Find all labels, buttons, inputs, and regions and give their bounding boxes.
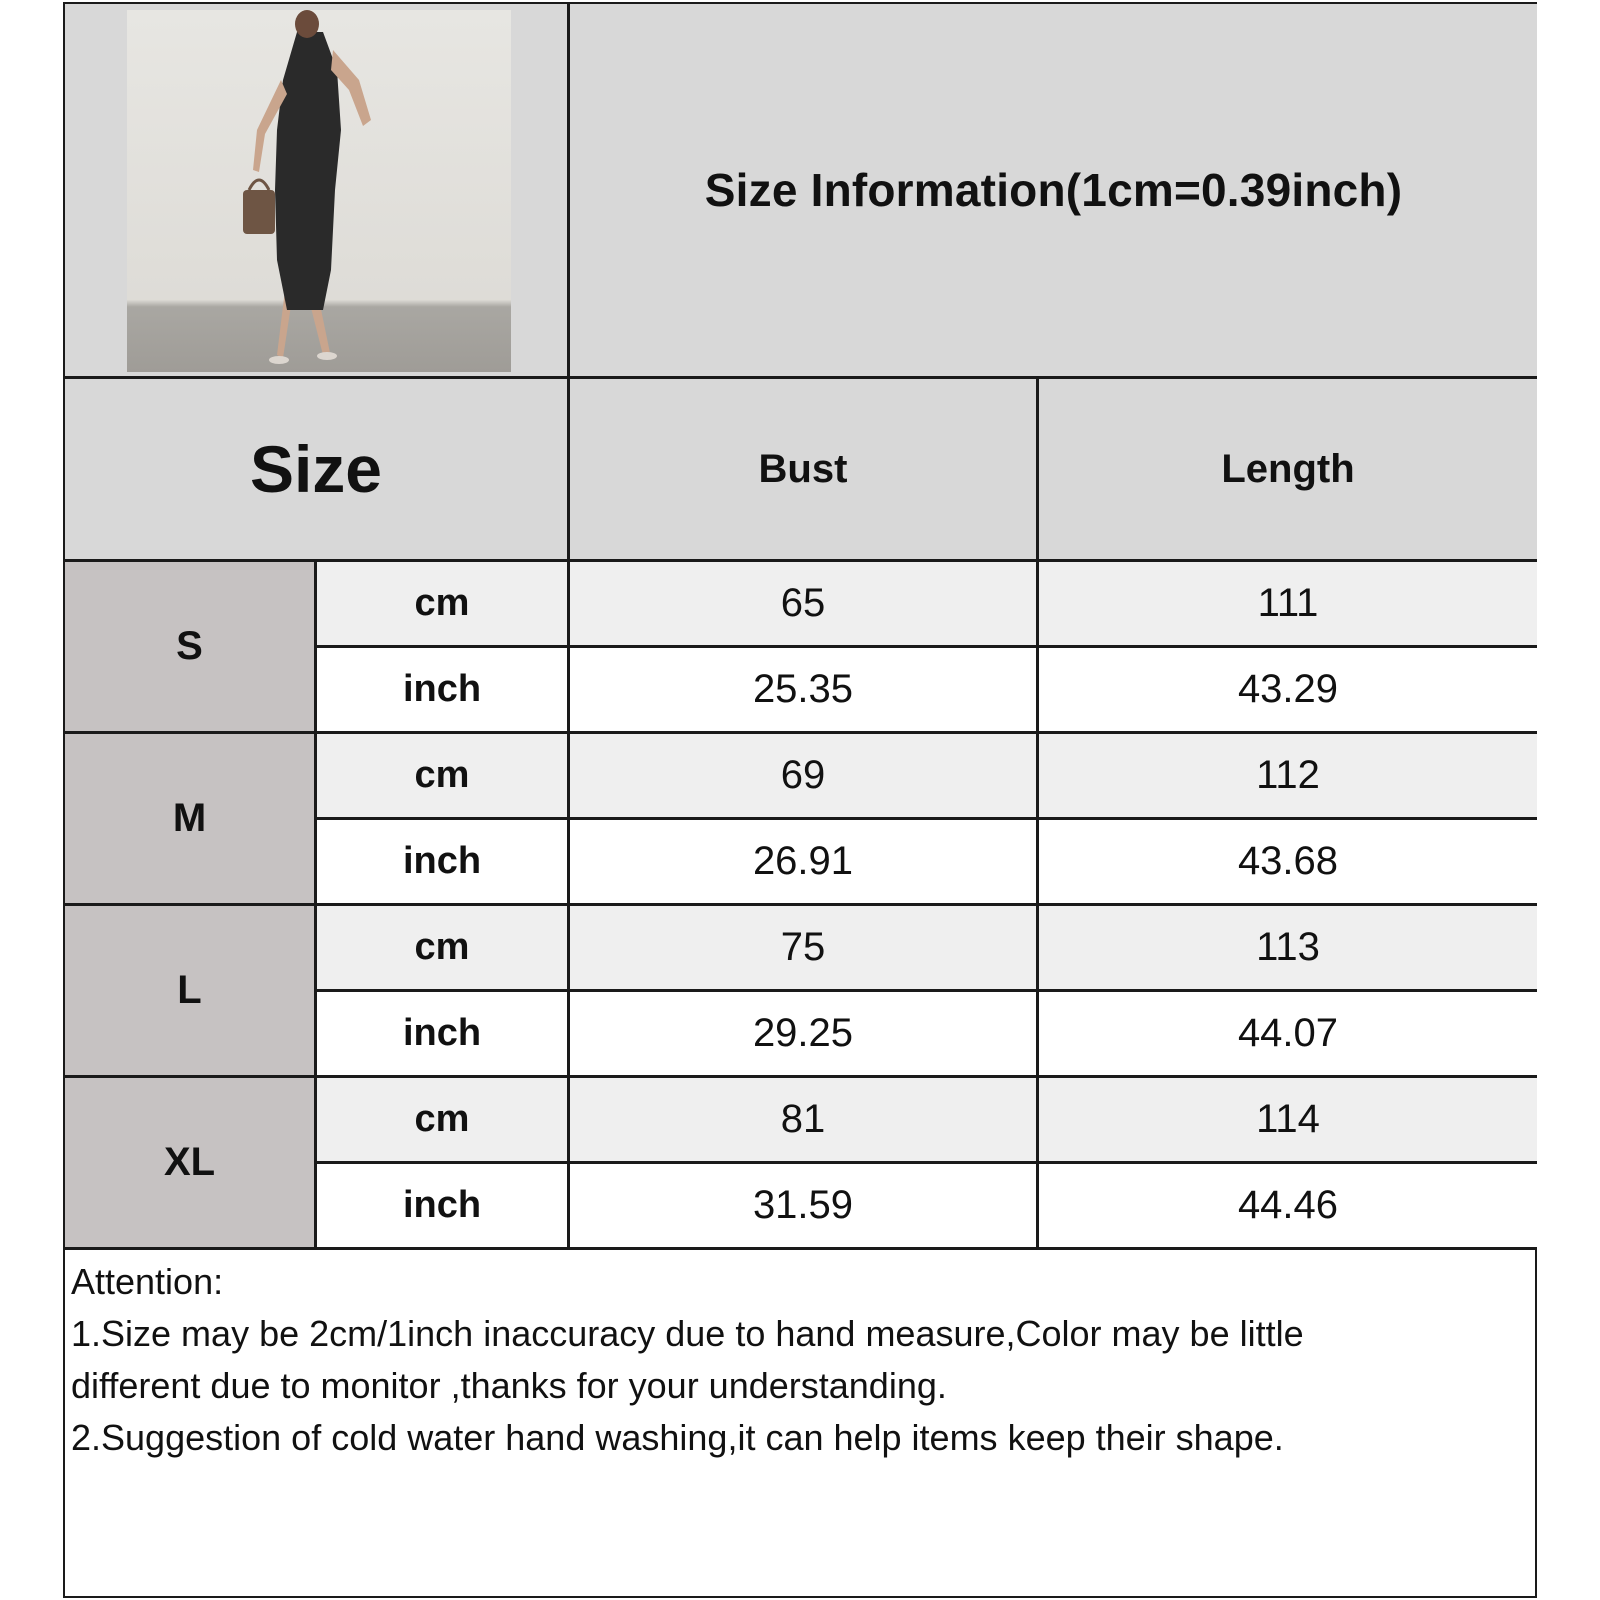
bust-header: Bust (758, 446, 848, 491)
size-label: XL (163, 1140, 216, 1184)
bust-value: 69 (780, 753, 826, 797)
bust-value: 75 (780, 925, 826, 969)
value-cell (570, 820, 1036, 903)
value-cell (1039, 1164, 1537, 1247)
value-cell (570, 648, 1036, 731)
notes-heading: Attention: (71, 1261, 224, 1302)
note-line: different due to monitor ,thanks for your understanding. (71, 1365, 947, 1406)
unit-cell (317, 1078, 567, 1161)
value-cell (570, 1078, 1036, 1161)
product-photo-cell (65, 4, 567, 376)
value-cell (570, 1164, 1036, 1247)
value-cell (570, 906, 1036, 989)
grid-line (1036, 379, 1039, 1247)
grid-line (65, 1247, 1537, 1250)
model-dress-image (127, 10, 511, 372)
bust-header-cell (570, 379, 1036, 559)
length-header: Length (1221, 446, 1355, 491)
page-title: Size Information(1cm=0.39inch) (704, 164, 1403, 216)
size-header-cell (65, 379, 567, 559)
grid-line (314, 645, 1537, 648)
unit-cell (317, 734, 567, 817)
value-cell (1039, 1078, 1537, 1161)
length-value: 43.29 (1237, 667, 1339, 711)
bust-value: 29.25 (752, 1011, 854, 1055)
unit-label: inch (402, 1184, 482, 1226)
bust-value: 25.35 (752, 667, 854, 711)
size-chart (63, 2, 1537, 1598)
value-cell (1039, 906, 1537, 989)
unit-cell (317, 648, 567, 731)
unit-label: cm (414, 1098, 470, 1140)
value-cell (570, 992, 1036, 1075)
note-line: 2.Suggestion of cold water hand washing,it can help items keep their shape. (71, 1417, 1284, 1458)
value-cell (1039, 992, 1537, 1075)
unit-label: cm (414, 754, 470, 796)
size-label: S (176, 624, 203, 668)
grid-line (65, 903, 1537, 906)
bust-value: 31.59 (752, 1183, 854, 1227)
unit-label: inch (402, 1012, 482, 1054)
grid-line (567, 4, 570, 1247)
grid-line (65, 559, 1537, 562)
value-cell (1039, 562, 1537, 645)
size-cell-s (65, 562, 314, 731)
grid-line (65, 731, 1537, 734)
bust-value: 81 (780, 1097, 826, 1141)
product-photo (127, 10, 511, 372)
unit-label: cm (414, 926, 470, 968)
length-value: 112 (1256, 753, 1320, 797)
note-line: 1.Size may be 2cm/1inch inaccuracy due to hand measure,Color may be little (71, 1313, 1304, 1354)
bust-value: 65 (780, 581, 826, 625)
grid-line (65, 1075, 1537, 1078)
size-label: M (172, 796, 207, 840)
value-cell (570, 562, 1036, 645)
grid-line (314, 989, 1537, 992)
length-header-cell (1039, 379, 1537, 559)
size-cell-l (65, 906, 314, 1075)
size-label: L (177, 968, 202, 1012)
value-cell (570, 734, 1036, 817)
unit-cell (317, 562, 567, 645)
bust-value: 26.91 (752, 839, 854, 883)
grid-line (65, 376, 1537, 379)
size-cell-xl (65, 1078, 314, 1247)
grid-line (314, 1161, 1537, 1164)
size-cell-m (65, 734, 314, 903)
value-cell (1039, 820, 1537, 903)
length-value: 114 (1256, 1097, 1320, 1141)
grid-line (314, 817, 1537, 820)
unit-label: inch (402, 668, 482, 710)
unit-cell (317, 992, 567, 1075)
value-cell (1039, 734, 1537, 817)
length-value: 44.46 (1237, 1183, 1339, 1227)
attention-notes (71, 1256, 1531, 1464)
unit-label: cm (414, 582, 470, 624)
size-header: Size (249, 432, 383, 506)
length-value: 44.07 (1237, 1011, 1339, 1055)
length-value: 113 (1256, 925, 1320, 969)
length-value: 43.68 (1237, 839, 1339, 883)
unit-cell (317, 906, 567, 989)
unit-cell (317, 1164, 567, 1247)
value-cell (1039, 648, 1537, 731)
unit-cell (317, 820, 567, 903)
title-cell (570, 4, 1537, 376)
length-value: 111 (1257, 581, 1319, 625)
unit-label: inch (402, 840, 482, 882)
